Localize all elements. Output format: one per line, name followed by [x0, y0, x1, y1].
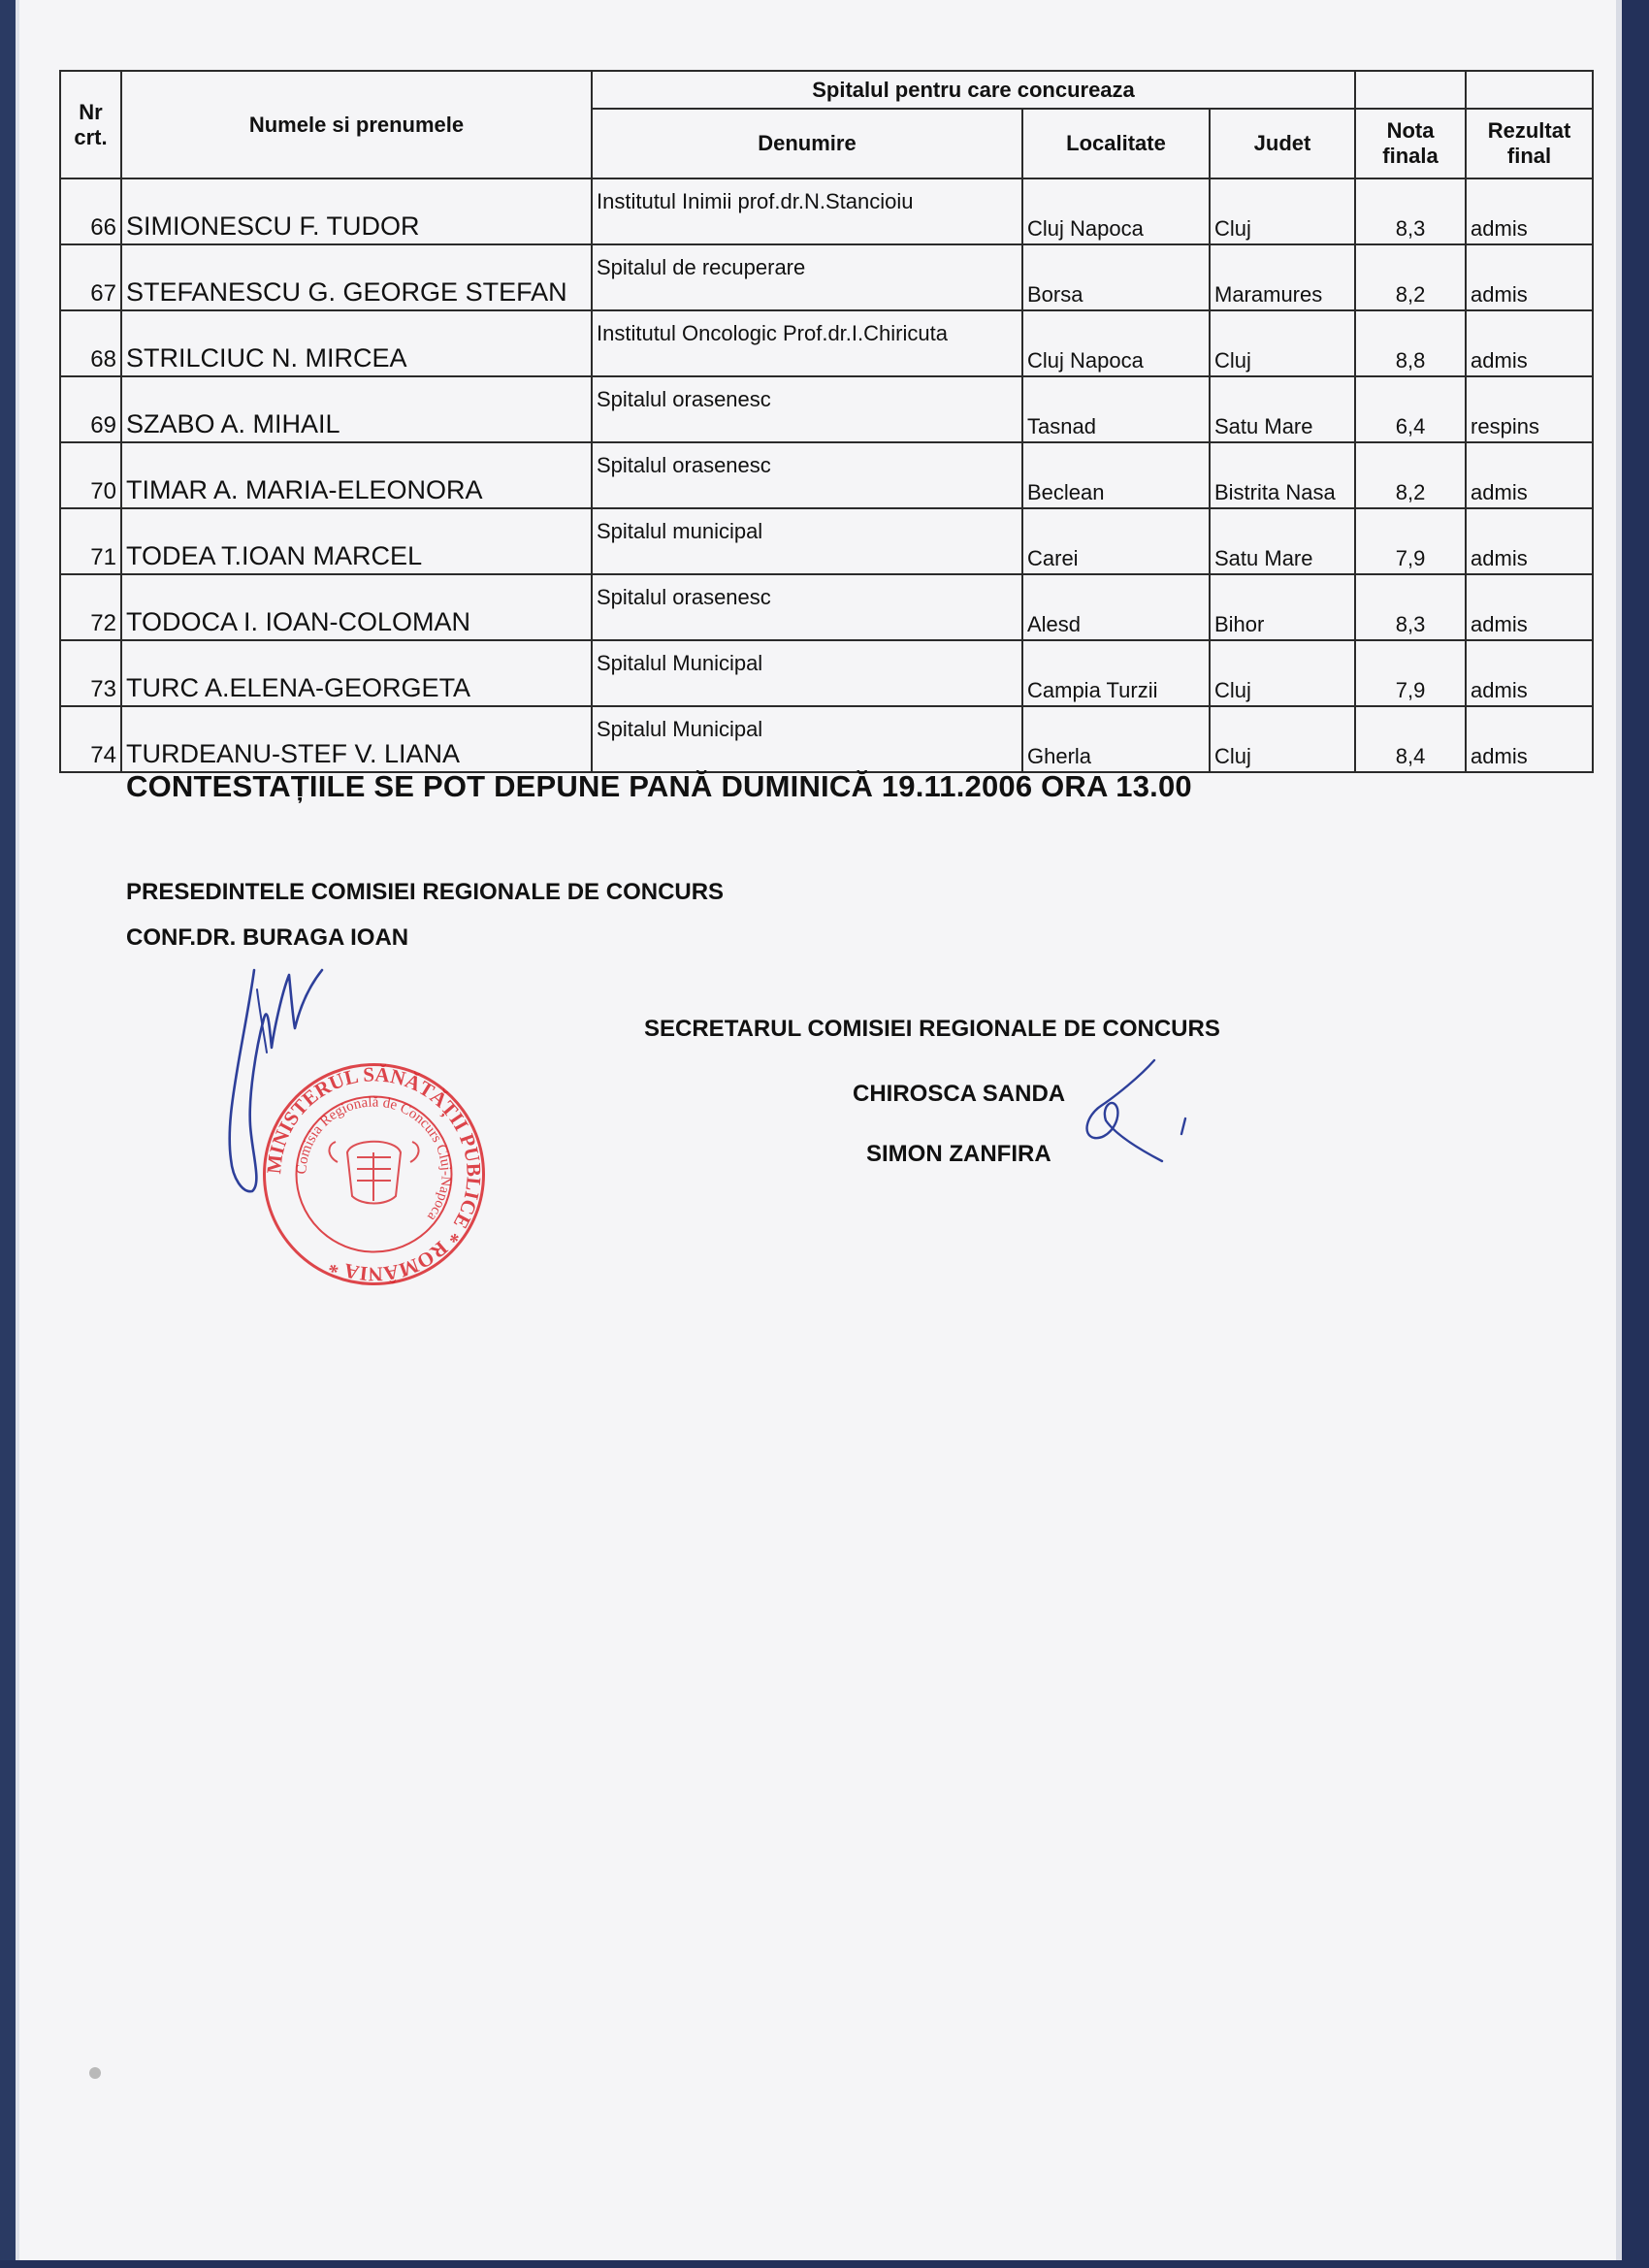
cell-name: TODEA T.IOAN MARCEL — [121, 508, 592, 574]
cell-nota: 8,2 — [1355, 244, 1466, 310]
table-row — [60, 508, 1593, 574]
cell-judet: Maramures — [1210, 244, 1355, 310]
table-row — [60, 310, 1593, 376]
secretary-signature — [1048, 1053, 1212, 1169]
cell-judet: Satu Mare — [1210, 376, 1355, 442]
president-name: CONF.DR. BURAGA IOAN — [126, 924, 409, 951]
header-localitate: Localitate — [1022, 109, 1210, 178]
secretary-name-2: SIMON ZANFIRA — [866, 1141, 1051, 1167]
cell-hospital: Institutul Inimii prof.dr.N.Stancioiu — [592, 178, 1022, 244]
cell-rezultat: respins — [1466, 376, 1593, 442]
cell-localitate: Campia Turzii — [1022, 640, 1210, 706]
cell-judet: Cluj — [1210, 706, 1355, 772]
cell-nr: 72 — [60, 574, 121, 640]
cell-rezultat: admis — [1466, 574, 1593, 640]
cell-nr: 74 — [60, 706, 121, 772]
cell-hospital: Spitalul de recuperare — [592, 244, 1022, 310]
header-nota: Nota finala — [1355, 109, 1466, 178]
cell-nota: 8,2 — [1355, 442, 1466, 508]
cell-name: TODOCA I. IOAN-COLOMAN — [121, 574, 592, 640]
table-row — [60, 706, 1593, 772]
cell-name: TIMAR A. MARIA-ELEONORA — [121, 442, 592, 508]
table-row — [60, 178, 1593, 244]
cell-nota: 6,4 — [1355, 376, 1466, 442]
secretary-name-1: CHIROSCA SANDA — [853, 1081, 1066, 1107]
cell-rezultat: admis — [1466, 178, 1593, 244]
cell-hospital: Spitalul municipal — [592, 508, 1022, 574]
table-row — [60, 640, 1593, 706]
cell-localitate: Cluj Napoca — [1022, 178, 1210, 244]
cell-judet: Satu Mare — [1210, 508, 1355, 574]
cell-name: SZABO A. MIHAIL — [121, 376, 592, 442]
header-rezultat: Rezultat final — [1466, 109, 1593, 178]
stamp-outer-text: MINISTERUL SĂNĂTĂȚII PUBLICE * ROMÂNIA * — [262, 1062, 486, 1286]
coat-of-arms-icon — [329, 1142, 418, 1204]
cell-rezultat: admis — [1466, 442, 1593, 508]
cell-name: STEFANESCU G. GEORGE STEFAN — [121, 244, 592, 310]
cell-nota: 8,4 — [1355, 706, 1466, 772]
cell-rezultat: admis — [1466, 244, 1593, 310]
cell-name: SIMIONESCU F. TUDOR — [121, 178, 592, 244]
cell-name: TURDEANU-STEF V. LIANA — [121, 706, 592, 772]
header-nr: Nr crt. — [60, 71, 121, 178]
cell-nr: 69 — [60, 376, 121, 442]
cell-localitate: Gherla — [1022, 706, 1210, 772]
scan-edge-left-inner — [16, 0, 19, 2268]
scan-edge-right — [1622, 0, 1649, 2268]
cell-rezultat: admis — [1466, 310, 1593, 376]
cell-judet: Cluj — [1210, 178, 1355, 244]
header-denumire: Denumire — [592, 109, 1022, 178]
cell-nota: 8,3 — [1355, 574, 1466, 640]
president-title: PRESEDINTELE COMISIEI REGIONALE DE CONCURS — [126, 879, 725, 905]
cell-hospital: Spitalul orasenesc — [592, 442, 1022, 508]
cell-localitate: Cluj Napoca — [1022, 310, 1210, 376]
cell-localitate: Alesd — [1022, 574, 1210, 640]
header-judet: Judet — [1210, 109, 1355, 178]
cell-nr: 66 — [60, 178, 121, 244]
header-name: Numele si prenumele — [121, 71, 592, 178]
scan-edge-left — [0, 0, 16, 2268]
cell-hospital: Spitalul Municipal — [592, 640, 1022, 706]
official-stamp — [260, 1060, 488, 1288]
header-row-top — [60, 71, 1593, 109]
stamp-inner-text: Comisia Regională de Concurs Cluj-Napoca — [294, 1094, 454, 1224]
cell-judet: Cluj — [1210, 640, 1355, 706]
secretary-title: SECRETARUL COMISIEI REGIONALE DE CONCURS — [644, 1016, 1220, 1042]
cell-judet: Bihor — [1210, 574, 1355, 640]
cell-nota: 8,3 — [1355, 178, 1466, 244]
cell-hospital: Institutul Oncologic Prof.dr.I.Chiricuta — [592, 310, 1022, 376]
cell-hospital: Spitalul Municipal — [592, 706, 1022, 772]
table-row — [60, 244, 1593, 310]
header-blank-nota — [1355, 71, 1466, 109]
scan-edge-bottom — [0, 2260, 1649, 2268]
table-row — [60, 574, 1593, 640]
cell-rezultat: admis — [1466, 706, 1593, 772]
cell-nota: 7,9 — [1355, 640, 1466, 706]
cell-localitate: Tasnad — [1022, 376, 1210, 442]
cell-localitate: Carei — [1022, 508, 1210, 574]
cell-name: STRILCIUC N. MIRCEA — [121, 310, 592, 376]
cell-nr: 68 — [60, 310, 121, 376]
cell-nr: 71 — [60, 508, 121, 574]
cell-judet: Cluj — [1210, 310, 1355, 376]
cell-localitate: Borsa — [1022, 244, 1210, 310]
table-row — [60, 442, 1593, 508]
table-row — [60, 376, 1593, 442]
cell-rezultat: admis — [1466, 508, 1593, 574]
cell-rezultat: admis — [1466, 640, 1593, 706]
cell-judet: Bistrita Nasa — [1210, 442, 1355, 508]
header-blank-rezultat — [1466, 71, 1593, 109]
cell-localitate: Beclean — [1022, 442, 1210, 508]
scan-speck — [89, 2067, 101, 2079]
cell-nota: 8,8 — [1355, 310, 1466, 376]
cell-nr: 73 — [60, 640, 121, 706]
cell-hospital: Spitalul orasenesc — [592, 574, 1022, 640]
header-hospital-group: Spitalul pentru care concureaza — [592, 71, 1355, 109]
cell-name: TURC A.ELENA-GEORGETA — [121, 640, 592, 706]
appeal-deadline-notice: CONTESTAȚIILE SE POT DEPUNE PANĂ DUMINICĂ 19.11.2006 ORA 13.00 — [126, 769, 1192, 803]
results-table — [59, 70, 1594, 773]
cell-nr: 70 — [60, 442, 121, 508]
cell-nota: 7,9 — [1355, 508, 1466, 574]
cell-hospital: Spitalul orasenesc — [592, 376, 1022, 442]
cell-nr: 67 — [60, 244, 121, 310]
